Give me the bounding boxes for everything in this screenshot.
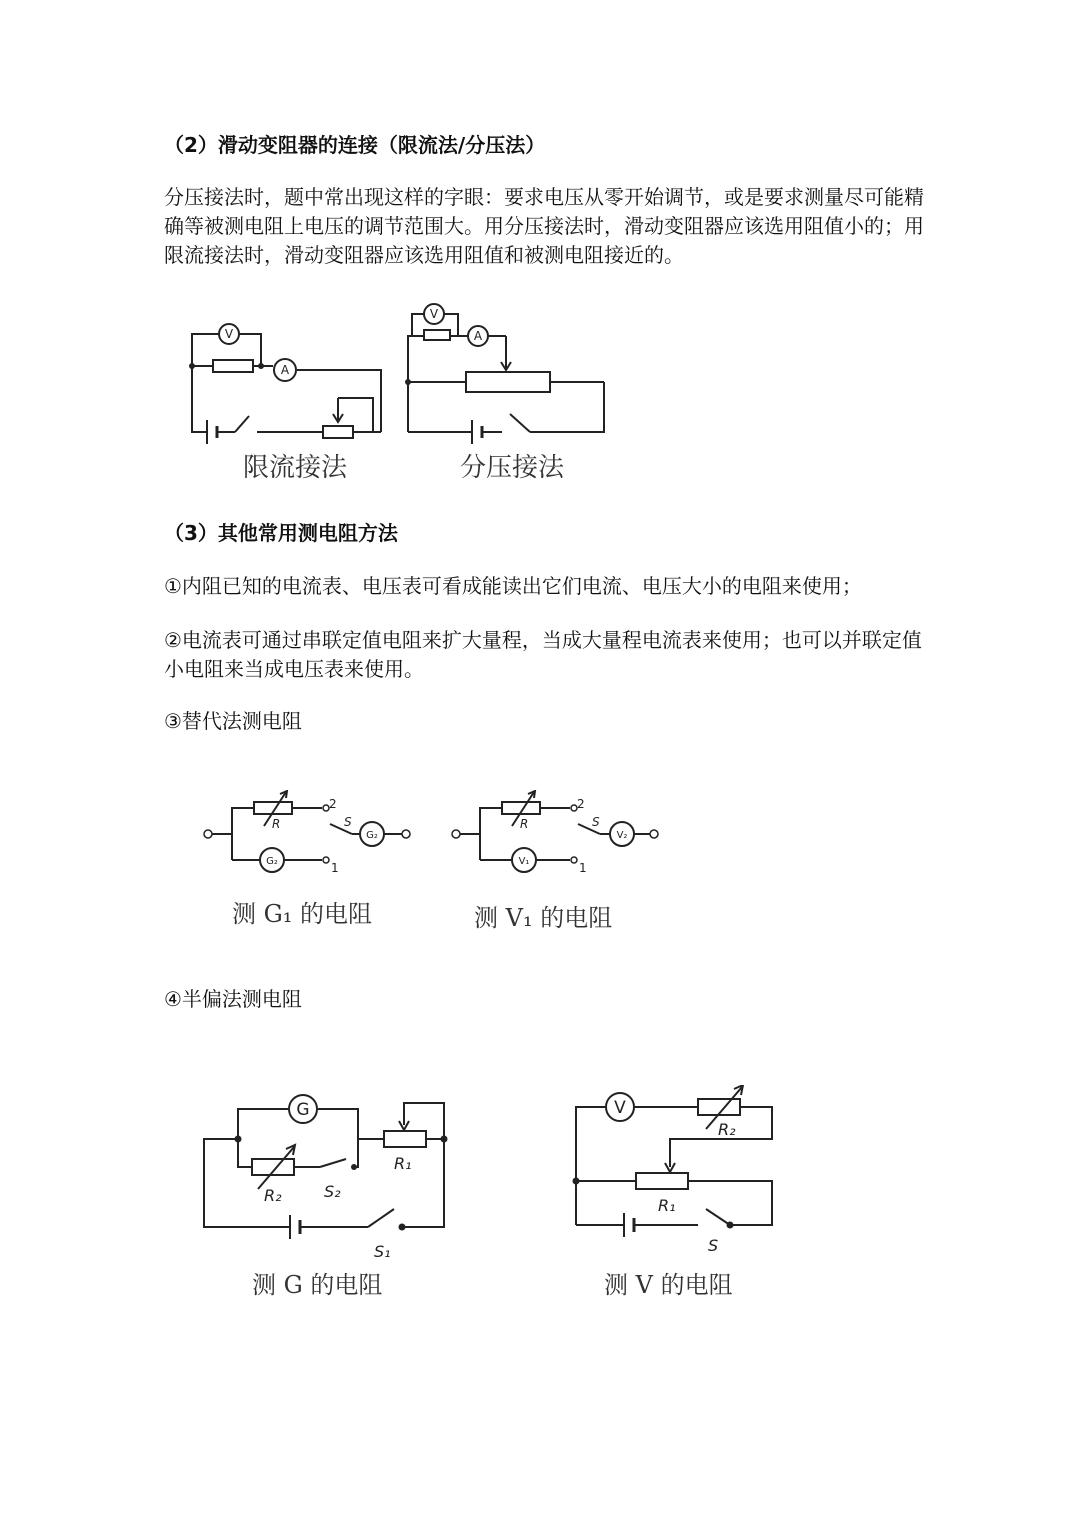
terminal <box>452 830 460 838</box>
rheostat <box>323 426 353 438</box>
figure-caption: 测 G₁ 的电阻 <box>232 900 373 928</box>
battery-icon <box>290 1215 300 1239</box>
resistor-label: R <box>272 817 281 831</box>
half-deflection-g-circuit-diagram <box>196 1085 456 1305</box>
r2-label: R₂ <box>264 1186 282 1205</box>
switch-contact <box>727 1222 734 1229</box>
junction-dot <box>405 379 411 385</box>
terminal <box>650 830 658 838</box>
rheostat-r1 <box>384 1131 426 1147</box>
terminal <box>204 830 212 838</box>
terminal <box>402 830 410 838</box>
switch-contact <box>351 1164 357 1170</box>
circuit-wires <box>192 334 381 432</box>
rheostat <box>466 372 550 392</box>
switch-label: S <box>344 815 352 829</box>
voltmeter-label: V <box>614 1098 626 1118</box>
r1-label: R₁ <box>394 1154 412 1173</box>
figure-caption: 限流接法 <box>243 453 348 483</box>
ammeter-label: A <box>473 329 483 343</box>
figure-caption: 测 V₁ 的电阻 <box>474 904 613 932</box>
battery-icon <box>472 420 482 444</box>
figure-caption: 分压接法 <box>460 453 565 483</box>
r1-label: R₁ <box>658 1196 676 1215</box>
method-item-4: ④半偏法测电阻 <box>164 987 302 1011</box>
junction-dot <box>573 1178 580 1185</box>
junction-dot <box>258 363 264 369</box>
method-item-1: ①内阻已知的电流表、电压表可看成能读出它们电流、电压大小的电阻来使用； <box>164 574 862 598</box>
switch-contact <box>399 1224 406 1231</box>
half-deflection-v-circuit-diagram <box>566 1085 786 1305</box>
method-item-2: ②电流表可通过串联定值电阻来扩大量程，当成大量程电流表来使用；也可以并联定值小电阻来当成电压表来使用。 <box>164 628 922 681</box>
terminal <box>323 857 329 863</box>
fixed-resistor <box>213 360 253 372</box>
junction-dot <box>189 363 195 369</box>
s-label: S <box>708 1236 719 1255</box>
figure-caption: 测 V 的电阻 <box>604 1271 733 1299</box>
variable-arrow-icon <box>258 1147 294 1189</box>
switch-position-1: 1 <box>579 861 587 875</box>
substitution-v1-circuit-diagram <box>446 790 666 940</box>
section-3-title: （3）其他常用测电阻方法 <box>164 521 398 545</box>
figure-caption: 测 G 的电阻 <box>252 1271 383 1299</box>
fixed-resistor <box>424 330 450 340</box>
substitution-g1-circuit-diagram <box>198 790 418 940</box>
battery-icon <box>624 1213 634 1237</box>
switch-label: S <box>592 815 600 829</box>
section-2-title: （2）滑动变阻器的连接（限流法/分压法） <box>164 133 546 157</box>
voltage-divider-circuit-diagram <box>398 296 618 490</box>
voltmeter-label: V₂ <box>616 830 628 841</box>
junction-dot <box>441 1136 448 1143</box>
rheostat-r1 <box>636 1173 688 1189</box>
voltmeter-label: V <box>224 327 234 341</box>
voltmeter-label: V <box>429 307 439 321</box>
ammeter-label: A <box>280 363 290 377</box>
current-limiting-circuit-diagram <box>175 310 395 490</box>
galvanometer-label: G <box>296 1100 310 1120</box>
galvanometer-label: G₂ <box>266 856 278 867</box>
battery-icon <box>207 420 217 444</box>
s1-label: S₁ <box>374 1242 391 1261</box>
method-item-3: ③替代法测电阻 <box>164 709 302 733</box>
resistor-label: R <box>520 817 529 831</box>
r2-label: R₂ <box>718 1120 736 1139</box>
galvanometer-label: G₂ <box>366 830 378 841</box>
section-2-paragraph: 分压接法时，题中常出现这样的字眼：要求电压从零开始调节，或是要求测量尽可能精确等被测电阻上电压的调节范围大。用分压接法时，滑动变阻器应该选用阻值小的；用限流接法时，滑动变阻器应该选用阻值和被测电阻接近的。 <box>164 185 924 267</box>
voltmeter-label: V₁ <box>518 856 530 867</box>
switch-position-1: 1 <box>331 861 339 875</box>
switch-position-2: 2 <box>329 797 337 811</box>
switch-position-2: 2 <box>577 797 585 811</box>
junction-dot <box>235 1136 242 1143</box>
terminal <box>571 857 577 863</box>
s2-label: S₂ <box>324 1182 341 1201</box>
